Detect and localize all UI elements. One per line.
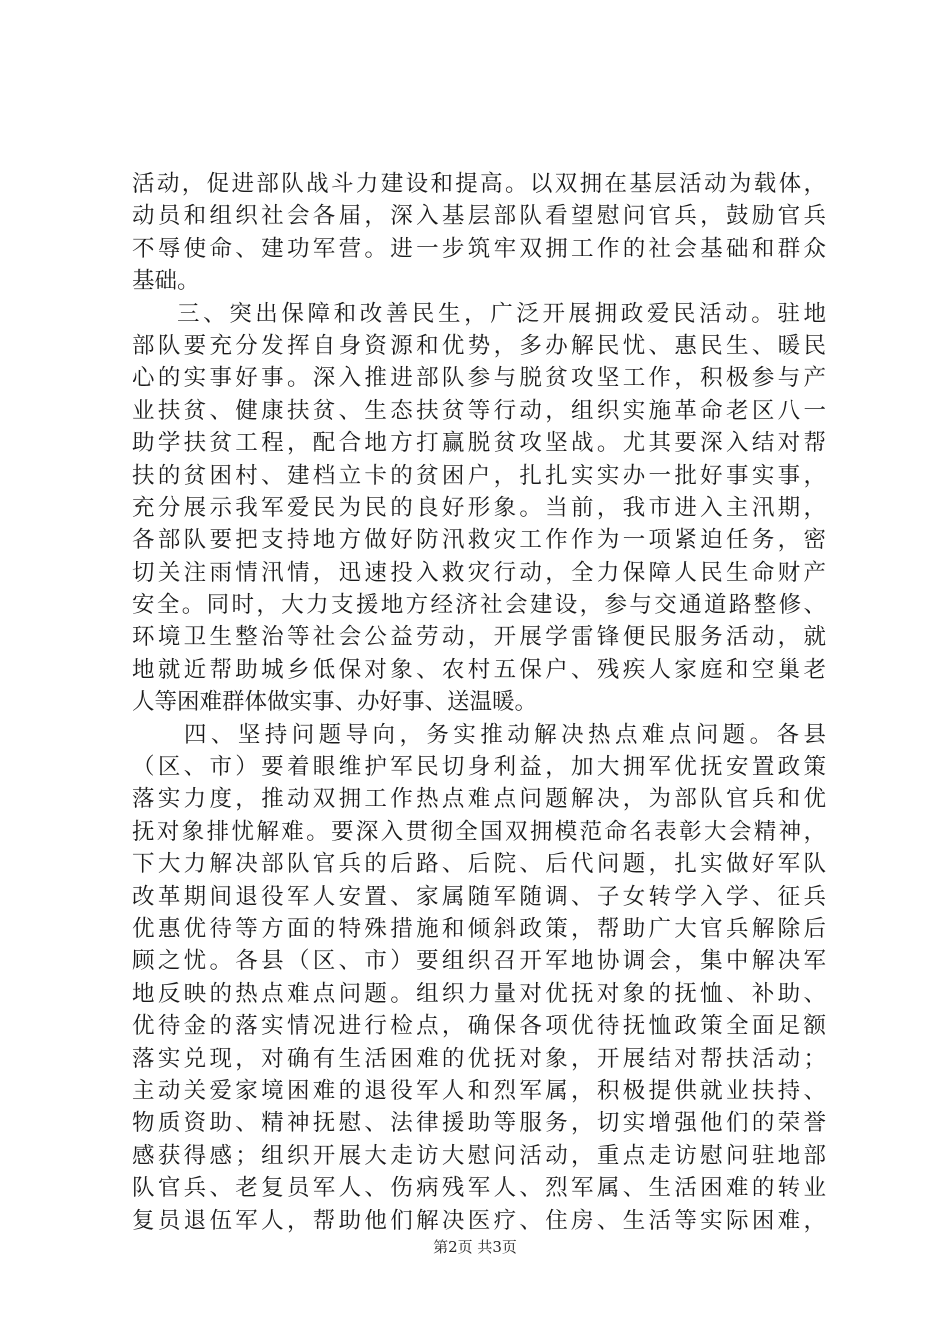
text-line: 抚对象排忧解难。要深入贯彻全国双拥模范命名表彰大会精神， [132,818,826,845]
text-line: 活动，促进部队战斗力建设和提高。以双拥在基层活动为载体， [132,171,826,197]
text-line: 部队要充分发挥自身资源和优势，多办解民忧、惠民生、暖民 [132,332,826,359]
text-line: 落实力度，推动双拥工作热点难点问题解决，为部队官兵和优 [132,786,826,813]
text-line: （区、市）要着眼维护军民切身利益，加大拥军优抚安置政策 [132,754,826,781]
text-line: 四、坚持问题导向，务实推动解决热点难点问题。各县 [184,721,826,748]
text-line: 不辱使命、建功军营。进一步筑牢双拥工作的社会基础和群众 [132,235,826,262]
text-line: 动员和组织社会各届，深入基层部队看望慰问官兵，鼓励官兵 [132,203,826,230]
text-line: 物质资助、精神抚慰、法律援助等服务，切实增强他们的荣誉 [132,1110,826,1137]
text-line: 各部队要把支持地方做好防汛救灾工作作为一项紧迫任务，密 [132,527,826,554]
text-line: 助学扶贫工程，配合地方打赢脱贫攻坚战。尤其要深入结对帮 [132,430,826,457]
text-line: 地就近帮助城乡低保对象、农村五保户、残疾人家庭和空巢老 [132,656,826,683]
text-line: 复员退伍军人，帮助他们解决医疗、住房、生活等实际困难， [132,1207,826,1234]
text-line: 切关注雨情汛情，迅速投入救灾行动，全力保障人民生命财产 [132,559,826,586]
document-body [132,168,826,1237]
text-line: 优待金的落实情况进行检点，确保各项优待抚恤政策全面足额 [132,1013,826,1040]
text-line: 扶的贫困村、建档立卡的贫困户，扎扎实实办一批好事实事， [132,462,826,489]
text-line: 三、突出保障和改善民生，广泛开展拥政爱民活动。驻地 [177,300,826,327]
text-line: 优惠优待等方面的特殊措施和倾斜政策，帮助广大官兵解除后 [132,915,826,942]
page-footer: 第2页 共3页 [433,1238,517,1256]
text-line: 队官兵、老复员军人、伤病残军人、烈军属、生活困难的转业 [132,1175,826,1202]
text-line: 基础。 [132,268,200,295]
text-line: 心的实事好事。深入推进部队参与脱贫攻坚工作，积极参与产 [132,365,826,392]
text-line: 顾之忧。各县（区、市）要组织召开军地协调会，集中解决军 [132,948,826,975]
text-line: 充分展示我军爱民为民的良好形象。当前，我市进入主汛期， [132,494,826,521]
text-line: 感获得感；组织开展大走访大慰问活动，重点走访慰问驻地部 [132,1142,826,1169]
text-line: 改革期间退役军人安置、家属随军随调、子女转学入学、征兵 [132,883,826,910]
text-line: 地反映的热点难点问题。组织力量对优抚对象的抚恤、补助、 [132,980,826,1007]
text-line: 业扶贫、健康扶贫、生态扶贫等行动，组织实施革命老区八一 [132,397,826,424]
text-line: 主动关爱家境困难的退役军人和烈军属，积极提供就业扶持、 [132,1077,826,1104]
text-line: 人等困难群体做实事、办好事、送温暖。 [132,689,538,716]
text-line: 落实兑现，对确有生活困难的优抚对象，开展结对帮扶活动； [132,1045,826,1072]
text-line: 下大力解决部队官兵的后路、后院、后代问题，扎实做好军队 [132,851,826,878]
text-line: 安全。同时，大力支援地方经济社会建设，参与交通道路整修、 [132,592,826,619]
text-line: 环境卫生整治等社会公益劳动，开展学雷锋便民服务活动，就 [132,624,826,651]
